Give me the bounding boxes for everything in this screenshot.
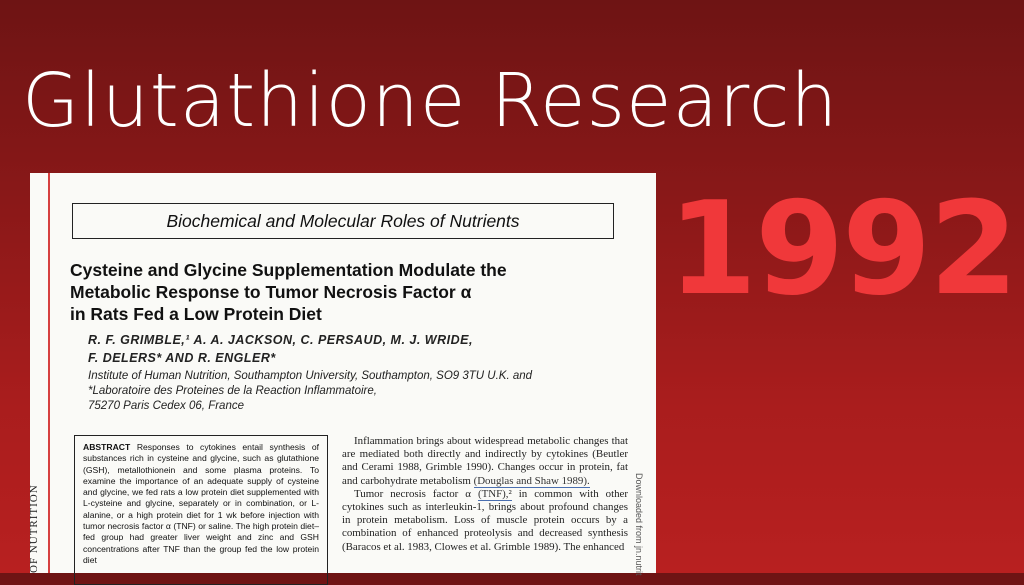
paper-scan <box>28 173 656 576</box>
abstract-label: ABSTRACT <box>83 442 131 452</box>
body-column <box>342 435 628 554</box>
body-text: Tumor necrosis factor α <box>354 487 478 500</box>
banner-year: 1992 <box>668 175 1017 324</box>
citation-link[interactable]: (TNF),² <box>477 487 512 500</box>
title-line: in Rats Fed a Low Protein Diet <box>70 304 322 324</box>
section-header-box <box>72 203 614 239</box>
citation-link[interactable]: (Douglas and Shaw 1989). <box>473 474 590 487</box>
margin-rule <box>48 173 50 573</box>
author-line: F. DELERS* AND R. ENGLER* <box>88 351 276 365</box>
author-list <box>88 331 648 367</box>
section-header: Biochemical and Molecular Roles of Nutrients <box>166 210 520 231</box>
journal-name-vertical: OF NUTRITION <box>28 484 40 573</box>
body-paragraph <box>342 435 628 488</box>
affiliation-line: *Laboratoire des Proteines de la Reaction Inflammatoire, <box>88 385 377 397</box>
author-line: R. F. GRIMBLE,¹ A. A. JACKSON, C. PERSAUD, M. J. WRIDE, <box>88 333 473 347</box>
paper-title <box>70 259 630 325</box>
title-line: Cysteine and Glycine Supplementation Modulate the <box>70 260 507 280</box>
affiliation-line: Institute of Human Nutrition, Southampton University, Southampton, SO9 3TU U.K. and <box>88 370 533 382</box>
body-text: Inflammation brings about widespread metabolic changes that are mediated both directly and indirectly by cytokines (Beutler and Cerami 1988, Grimble 1990). Changes occur in protein, fat and carbohydrate metabolism <box>342 435 628 487</box>
body-text: in common with other cytokines such as interleukin-1, brings about profound changes in protein metabolism. Loss of muscle protein occurs by a combination of enhanced proteolysis and decreased synthesis (Baracos et al. 1983, Clowes et al. Grimble 1989). The enhanced <box>342 487 629 553</box>
abstract-text: Responses to cytokines entail synthesis of substances rich in cysteine and glycine, such as glutathione (GSH), metallothionein and some plasma proteins. To examine the importance of an adequate supply of cysteine and glycine, we fed rats a low protein diet supplemented with L-cysteine and glycine, separately or in combination, or L-alanine, or a high protein diet for 1 wk before injection with tumor necrosis factor α (TNF) or saline. The high protein diet–fed group had greater liver weight and zinc and GSH concentrations after TNF than the group fed the low protein diet <box>83 442 319 565</box>
title-line: Metabolic Response to Tumor Necrosis Factor α <box>70 282 472 302</box>
affiliations <box>88 369 648 414</box>
banner-title: Glutathione Research <box>22 58 839 144</box>
abstract-box <box>74 435 328 585</box>
body-paragraph <box>342 488 628 554</box>
download-note: Downloaded from jn.nutrit <box>634 473 644 576</box>
affiliation-line: 75270 Paris Cedex 06, France <box>88 400 244 412</box>
